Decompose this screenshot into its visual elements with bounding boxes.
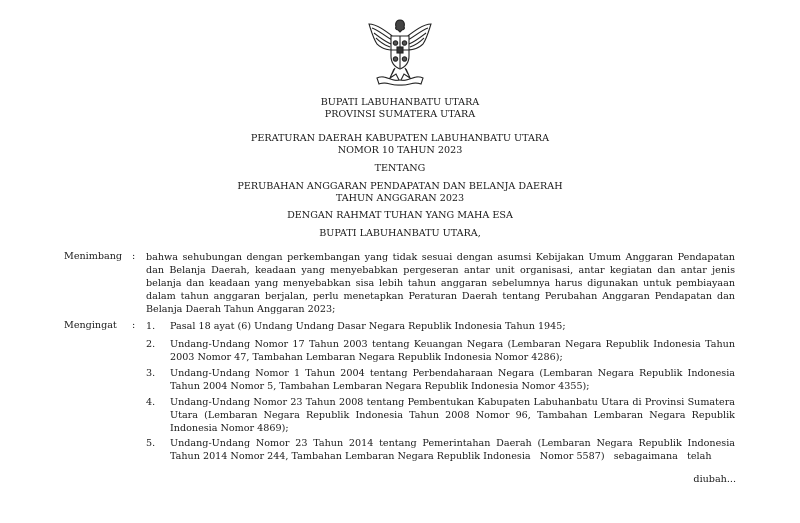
header-nomor: NOMOR 10 TAHUN 2023 [337, 145, 463, 156]
header-provinsi: PROVINSI SUMATERA UTARA [324, 109, 476, 120]
item-text: Pasal 18 ayat (6) Undang Undang Dasar Negara Republik Indonesia Tahun 1945; [170, 321, 566, 332]
item-number: 2. [146, 339, 156, 350]
list-item [146, 396, 735, 435]
item-text: Undang-Undang Nomor 1 Tahun 2004 tentang Perbendaharaan Negara (Lembaran Negara Republik Indonesia Tahun 2004 Nomor 5, Tambahan Lembaran Negara Republik Indonesia Nomor 4355); [170, 368, 735, 392]
list-item [146, 437, 739, 463]
menimbang-label: Menimbang [64, 251, 123, 262]
mengingat-label: Mengingat [64, 320, 117, 331]
item-number: 5. [146, 438, 156, 449]
menimbang-text: bahwa sehubungan dengan perkembangan yang tidak sesuai dengan asumsi Kebijakan Umum Anggaran Pendapatan dan Belanja Daerah, keadaan yang menyebabkan pergeseran antar unit organisasi, antar kegiatan dan antar jenis belanja dan keadaan yang menyebabkan sisa lebih tahun anggaran sebelumnya harus digunakan untuk pembiayaan dalam tahun anggaran berjalan, perlu menetapkan Peraturan Daerah tentang Perubahan Anggaran Pendapatan dan Belanja Daerah Tahun Anggaran 2023; [146, 252, 735, 315]
header-judul-1: PERUBAHAN ANGGARAN PENDAPATAN DAN BELANJA DAERAH [237, 181, 563, 192]
menimbang-colon: : [132, 251, 136, 262]
item-number: 4. [146, 397, 156, 408]
item-number: 1. [146, 321, 156, 332]
list-item [146, 338, 735, 364]
item-text: Undang-Undang Nomor 17 Tahun 2003 tentang Keuangan Negara (Lembaran Negara Republik Indonesia Tahun 2003 Nomor 47, Tambahan Lembaran Negara Republik Indonesia Nomor 4286); [170, 339, 735, 363]
header-bupati-koma: BUPATI LABUHANBATU UTARA, [319, 228, 481, 239]
item-text: Undang-Undang Nomor 23 Tahun 2014 tentang Pemerintahan Daerah (Lembaran Negara Republik Indonesia Tahun 2014 Nomor 244, Tambahan Lembaran Negara Republik Indonesia Nomor 5587) sebagaimana telah [170, 438, 739, 462]
mengingat-colon: : [132, 320, 136, 331]
page-continuation: diubah... [693, 474, 736, 485]
header-judul-2: TAHUN ANGGARAN 2023 [335, 193, 465, 204]
header-peraturan: PERATURAN DAERAH KABUPATEN LABUHANBATU UTARA [250, 133, 550, 144]
item-number: 3. [146, 368, 156, 379]
garuda-emblem-icon [365, 16, 435, 88]
header-tentang: TENTANG [374, 163, 426, 174]
header-bupati: BUPATI LABUHANBATU UTARA [320, 97, 480, 108]
item-text: Undang-Undang Nomor 23 Tahun 2008 tentang Pembentukan Kabupaten Labuhanbatu Utara di Provinsi Sumatera Utara (Lembaran Negara Republik Indonesia Tahun 2008 Nomor 96, Tambahan Lembaran Negara Republik Indonesia Nomor 4869); [170, 397, 735, 434]
header-rahmat: DENGAN RAHMAT TUHAN YANG MAHA ESA [287, 210, 513, 221]
list-item [146, 320, 735, 333]
list-item [146, 367, 735, 393]
